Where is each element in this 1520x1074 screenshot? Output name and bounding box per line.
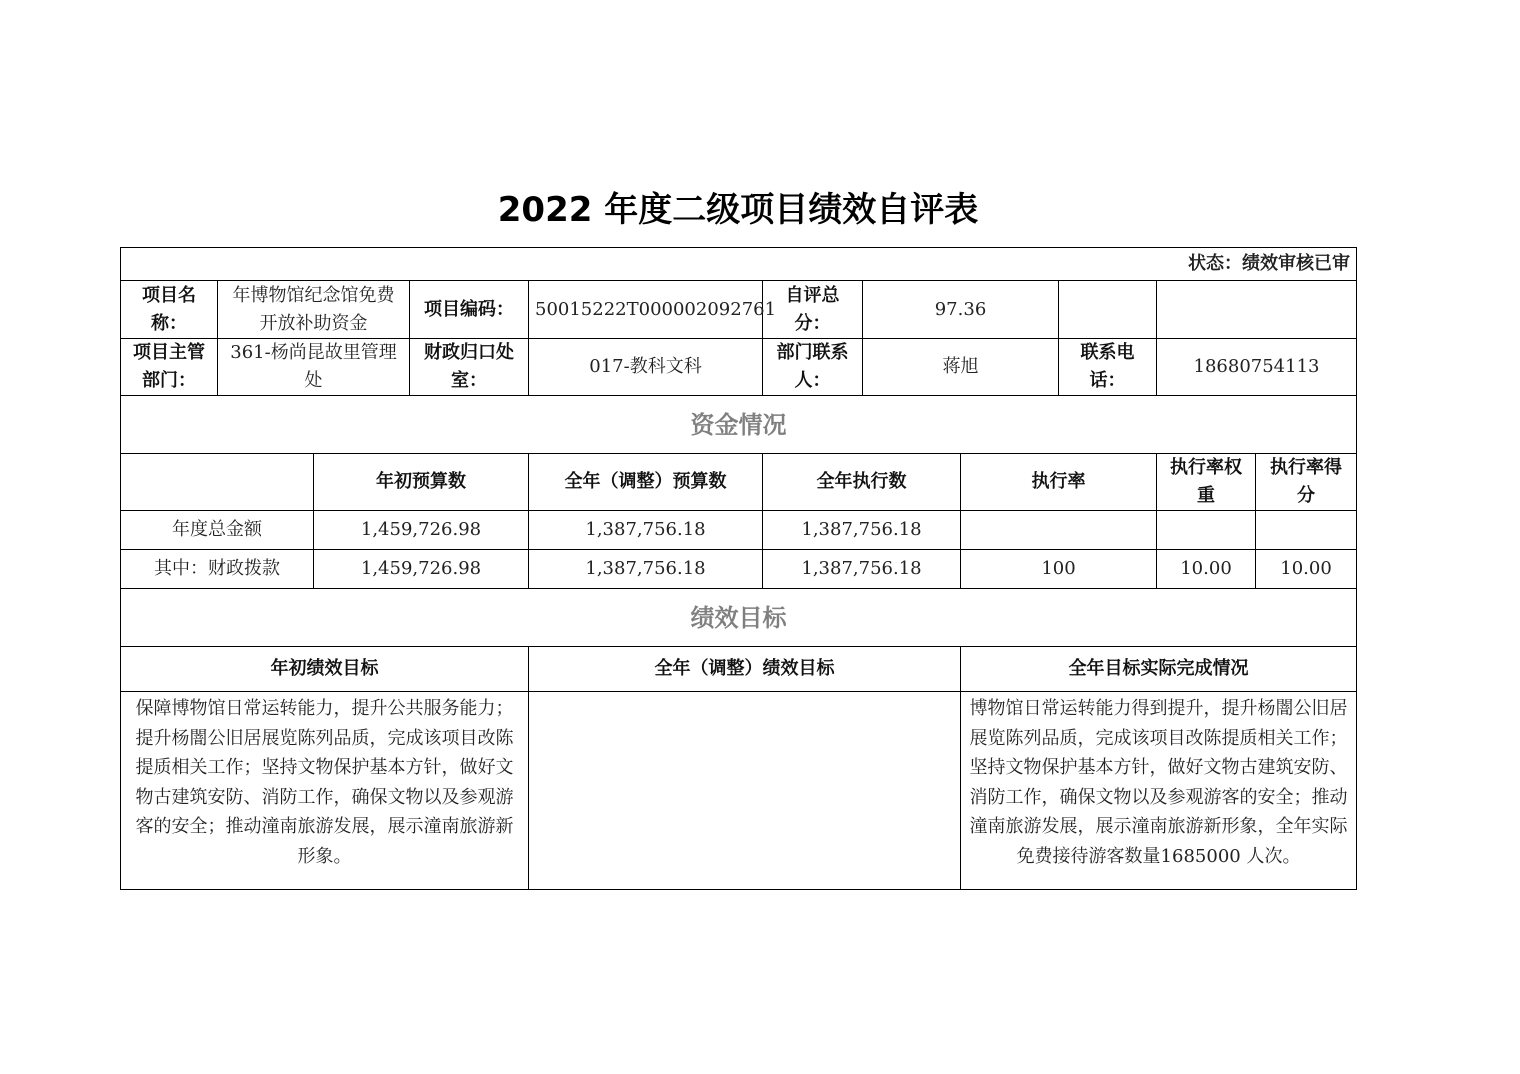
goals-section-title: 绩效目标 — [121, 589, 1357, 647]
actual-completion-text: 博物馆日常运转能力得到提升，提升杨闇公旧居展览陈列品质，完成该项目改陈提质相关工作；坚持文物保护基本方针，做好文物古建筑安防、消防工作，确保文物以及参观游客的安全；推动潼南旅游发展，展示潼南旅游新形象，全年实际免费接待游客数量1685000 人次。 — [961, 692, 1357, 890]
page-title: 2022 年度二级项目绩效自评表 — [497, 190, 979, 230]
funds-cell: 1,459,726.98 — [314, 511, 529, 550]
project-name-value: 年博物馆纪念馆免费开放补助资金 — [218, 281, 410, 339]
funds-cell: 1,387,756.18 — [763, 550, 961, 589]
self-score-label: 自评总分： — [763, 281, 863, 339]
funds-header — [121, 454, 314, 511]
funds-cell: 1,387,756.18 — [529, 550, 763, 589]
empty-cell — [1059, 281, 1157, 339]
funds-cell: 1,387,756.18 — [529, 511, 763, 550]
funds-header: 执行率 — [961, 454, 1157, 511]
empty-cell — [1157, 281, 1357, 339]
finance-office-value: 017-教科文科 — [529, 339, 763, 396]
funds-cell: 其中：财政拨款 — [121, 550, 314, 589]
funds-header: 全年（调整）预算数 — [529, 454, 763, 511]
funds-cell: 100 — [961, 550, 1157, 589]
funds-cell — [961, 511, 1157, 550]
contact-value: 蒋旭 — [863, 339, 1059, 396]
dept-value: 361-杨尚昆故里管理处 — [218, 339, 410, 396]
goals-header: 年初绩效目标 — [121, 647, 529, 692]
funds-cell — [1256, 511, 1357, 550]
funds-header: 执行率得分 — [1256, 454, 1357, 511]
funds-section-title: 资金情况 — [121, 396, 1357, 454]
goals-header: 全年目标实际完成情况 — [961, 647, 1357, 692]
funds-header: 执行率权重 — [1157, 454, 1256, 511]
funds-cell: 10.00 — [1256, 550, 1357, 589]
phone-value: 18680754113 — [1157, 339, 1357, 396]
funds-header: 全年执行数 — [763, 454, 961, 511]
adjusted-goal-text — [529, 692, 961, 890]
contact-label: 部门联系人： — [763, 339, 863, 396]
project-code-value: 50015222T000002092761 — [529, 281, 763, 339]
funds-cell: 1,459,726.98 — [314, 550, 529, 589]
initial-goal-text: 保障博物馆日常运转能力，提升公共服务能力；提升杨闇公旧居展览陈列品质，完成该项目改陈提质相关工作；坚持文物保护基本方针，做好文物古建筑安防、消防工作，确保文物以及参观游客的安全；推动潼南旅游发展，展示潼南旅游新形象。 — [121, 692, 529, 890]
finance-office-label: 财政归口处室： — [410, 339, 529, 396]
funds-cell: 10.00 — [1157, 550, 1256, 589]
self-score-value: 97.36 — [863, 281, 1059, 339]
phone-label: 联系电话： — [1059, 339, 1157, 396]
funds-cell: 1,387,756.18 — [763, 511, 961, 550]
project-name-label: 项目名称： — [121, 281, 218, 339]
status-badge: 状态：绩效审核已审 — [121, 248, 1357, 281]
funds-cell — [1157, 511, 1256, 550]
funds-cell: 年度总金额 — [121, 511, 314, 550]
goals-header: 全年（调整）绩效目标 — [529, 647, 961, 692]
funds-header: 年初预算数 — [314, 454, 529, 511]
table-row — [121, 550, 1357, 589]
performance-table — [120, 247, 1357, 890]
dept-label: 项目主管部门： — [121, 339, 218, 396]
project-code-label: 项目编码： — [410, 281, 529, 339]
table-row — [121, 511, 1357, 550]
